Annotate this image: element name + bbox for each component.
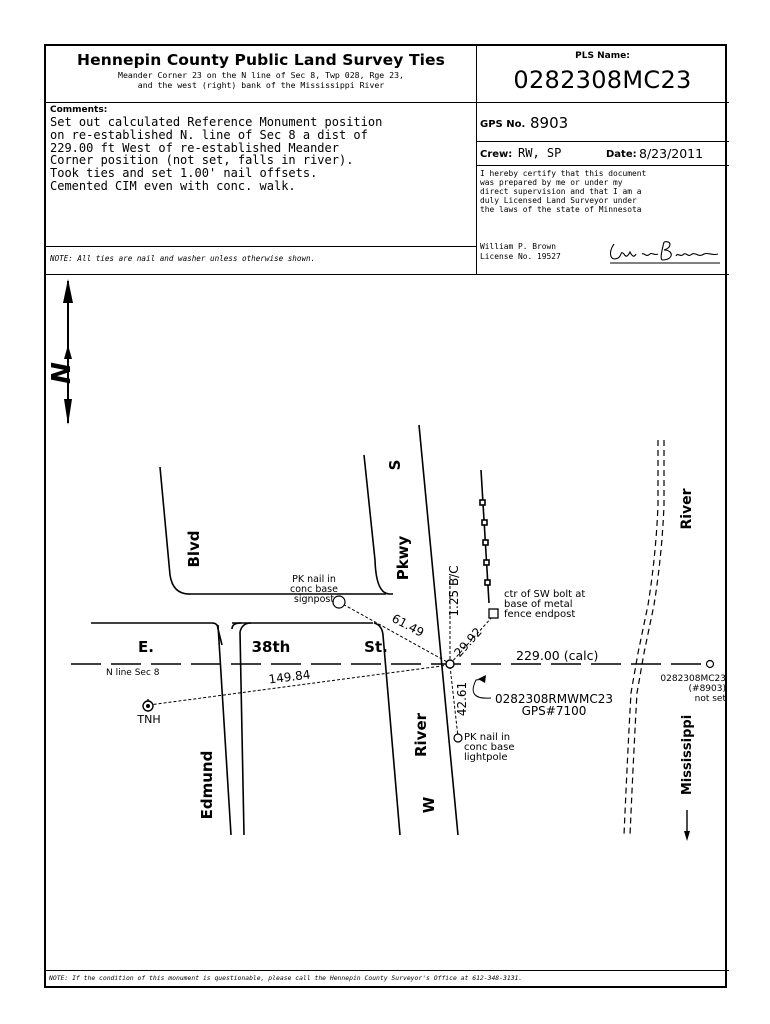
hydrant-icon [143, 699, 153, 711]
signpost-distance: 61.49 [389, 611, 427, 640]
header-divider-note [46, 246, 476, 247]
fence-bolt-label-2: base of metal [504, 599, 573, 610]
header-divider-title [46, 102, 729, 103]
survey-sheet [44, 44, 727, 988]
street-label-s: S [386, 459, 404, 471]
fence-bolt-distance: 29.92 [451, 624, 485, 660]
fence-bolt-monument [489, 609, 498, 618]
north-label: N [47, 362, 77, 384]
certification-text [480, 170, 646, 215]
comments-text: Set out calculated Reference Monument position on re-established N. line of Sec 8 a dist of 229.00 ft West of re-established Meander Corner position (not set, falls in river). Took ties and set 1.00' nail offsets. Cemented CIM even with conc. walk. [50, 115, 383, 193]
ties-note: NOTE: All ties are nail and washer unless otherwise shown. [50, 254, 316, 263]
street-label-38th: 38th [251, 638, 291, 656]
fence-bolt-label-1: ctr of SW bolt at [504, 589, 586, 600]
hydrant-distance: 149.84 [267, 667, 312, 687]
header-divider-gps [476, 141, 729, 142]
pls-name-label: PLS Name: [575, 51, 630, 61]
page-title: Hennepin County Public Land Survey Ties [77, 51, 445, 69]
north-arrow [63, 279, 73, 425]
certification-line: direct supervision and that I am a [480, 186, 642, 196]
fence [480, 470, 490, 603]
backsight-label: 1.25 B/C [447, 565, 461, 617]
hydrant-label: TNH [137, 713, 161, 726]
reference-monument-label-1: 0282308RMWMC23 [494, 692, 614, 706]
pls-name-value: 0282308MC23 [513, 66, 692, 94]
gps-value: 8903 [530, 114, 569, 132]
lightpole-label-3: lightpole [464, 752, 508, 763]
lightpole-distance: 42.61 [455, 681, 469, 717]
date-value: 8/23/2011 [639, 146, 704, 161]
street-label-blvd: Blvd [185, 530, 203, 568]
date-label: Date: [606, 149, 637, 160]
survey-map [46, 275, 727, 969]
footer-note: NOTE: If the condition of this monument is questionable, please call the Hennepin County Surveyor's Office at 612-348-3131. [49, 974, 523, 982]
meander-corner-label-3: not set [694, 694, 726, 704]
signpost-monument [333, 596, 345, 608]
street-label-pkwy: Pkwy [394, 535, 412, 581]
signature [606, 232, 724, 270]
fence-bolt-label-3: fence endpost [504, 609, 576, 620]
certification-line: was prepared by me or under my [480, 177, 623, 187]
certification-line: duly Licensed Land Surveyor under [480, 195, 637, 205]
footer-divider [46, 970, 729, 971]
street-label-e: E. [138, 638, 154, 656]
crew-label: Crew: [480, 149, 513, 160]
street-label-mississippi: Mississippi [680, 714, 695, 796]
rm-leader [473, 679, 491, 698]
lightpole-label-1: PK nail in [464, 732, 511, 743]
street-label-st: St. [364, 638, 388, 656]
signpost-label-3: signpost [293, 594, 335, 605]
street-label-river: River [679, 488, 695, 530]
surveyor-license: License No. 19527 [480, 252, 561, 261]
street-label-river-road: River [412, 712, 430, 758]
calc-distance: 229.00 (calc) [516, 648, 599, 663]
gps-label: GPS No. [480, 119, 526, 130]
signpost-label-2: conc base [290, 584, 338, 595]
surveyor-name: William P. Brown [480, 242, 557, 251]
certification-line: I hereby certify that this document [480, 169, 647, 178]
flow-arrowhead [684, 831, 690, 841]
reference-monument-label-2: GPS#7100 [521, 704, 587, 718]
crew-value: RW, SP [518, 146, 562, 160]
page-subtitle-2: and the west (right) bank of the Mississippi River [137, 80, 385, 90]
signpost-label-1: PK nail in [292, 574, 336, 585]
river-bank [624, 440, 664, 835]
page-subtitle-1: Meander Corner 23 on the N line of Sec 8, Twp 028, Rge 23, [118, 70, 404, 80]
lightpole-label-2: conc base [464, 742, 515, 753]
street-label-w: W [420, 796, 438, 814]
section-line-label: N line Sec 8 [106, 668, 160, 678]
meander-corner-label-2: (#8903) [688, 684, 726, 694]
comments-label: Comments: [50, 105, 108, 115]
reference-monument [446, 660, 454, 668]
meander-corner-marker [707, 661, 714, 668]
certification-line: the laws of the state of Minnesota [480, 204, 642, 214]
meander-corner-label-1: 0282308MC23 [660, 674, 726, 684]
street-label-edmund: Edmund [198, 750, 216, 820]
rm-leader-arrow [478, 675, 486, 683]
header-divider-crew [476, 165, 729, 166]
lightpole-monument [454, 734, 462, 742]
